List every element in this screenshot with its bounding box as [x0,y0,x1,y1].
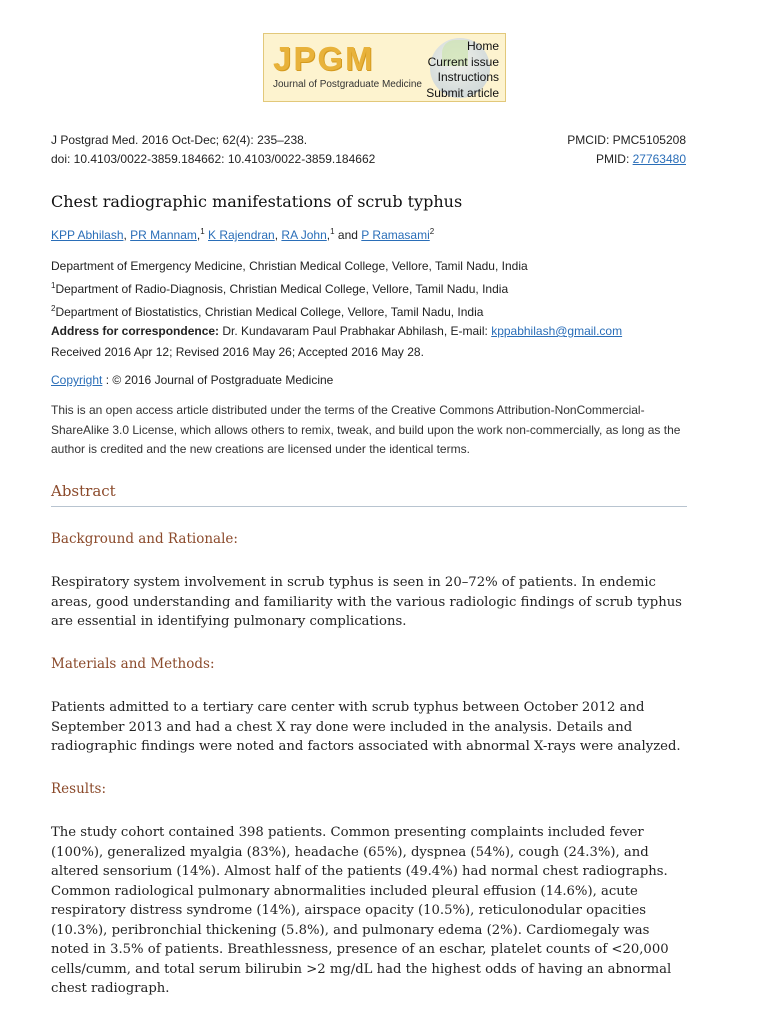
doi-line: doi: 10.4103/0022-3859.184662: 10.4103/0022-3859.184662 [51,152,376,166]
citation-block [51,131,375,169]
affiliation [51,299,701,322]
affiliation [51,276,701,299]
author-link[interactable]: KPP Abhilash [51,228,124,242]
affiliation [51,257,701,276]
pmid-line [567,150,686,169]
article-title: Chest radiographic manifestations of scrub typhus [51,192,463,211]
section-text-background: Respiratory system involvement in scrub typhus is seen in 20–72% of patients. In endemic areas, good understanding and familiarity with the various radiologic findings of scrub typhus are essential in identifying pulmonary complications. [51,575,682,629]
section-heading-results: Results: [51,781,106,797]
author-affiliation-sup: 1 [330,227,335,236]
author-link[interactable]: K Rajendran [208,228,275,242]
identifier-block [567,131,686,169]
journal-citation: J Postgrad Med. 2016 Oct-Dec; 62(4): 235–238. [51,133,308,147]
section-text-results: The study cohort contained 398 patients. Common presenting complaints included fever (100%), generalized myalgia (83%), headache (65%), dyspnea (54%), cough (24.3%), and altered sensorium (14%). Almost half of the patients (49.4%) had normal chest radiographs. Common radiological pulmonary abnormalities included pleural effusion (14.6%), acute respiratory distress syndrome (14%), airspace opacity (10.5%), reticulonodular opacities (10.3%), peribronchial thickening (5.8%), and pulmonary edema (2%). Cardiomegaly was noted in 3.5% of patients. Breathlessness, presence of an eschar, platelet counts of <20,000 cells/cumm, and total serum bilirubin >2 mg/dL had the highest odds of having an abnormal chest radiograph. [51,825,672,996]
author-link[interactable]: PR Mannam [130,228,197,242]
affiliations [51,257,701,341]
author-link[interactable]: RA John [281,228,327,242]
email-link[interactable]: kppabhilash@gmail.com [491,324,623,338]
section-heading-background: Background and Rationale: [51,531,238,547]
abstract-heading: Abstract [51,482,687,507]
nav-instructions[interactable]: Instructions [437,70,499,84]
affiliation-sup: 1 [51,281,56,290]
author-affiliation-sup: 2 [429,227,435,236]
license-text: This is an open access article distributed under the terms of the Creative Commons Attribution-NonCommercial-ShareAlike 3.0 License, which allows others to remix, tweak, and build upon the work non-commercially, as long as the author is credited and the new creations are licensed under the identical terms. [51,403,681,456]
author-link[interactable]: P Ramasami [361,228,430,242]
correspondence-label: Address for correspondence: [51,324,220,338]
correspondence-text: Dr. Kundavaram Paul Prabhakar Abhilash, E-mail: [219,324,492,338]
affiliation-text: Department of Biostatistics, Christian Medical College, Vellore, Tamil Nadu, India [55,305,484,319]
section-heading-methods: Materials and Methods: [51,656,215,672]
journal-logo[interactable]: JPGM [273,40,375,77]
affiliation-sup: 2 [51,304,56,313]
affiliation-text: Department of Emergency Medicine, Christian Medical College, Vellore, Tamil Nadu, India [51,259,528,273]
copyright [51,373,333,387]
received-dates: Received 2016 Apr 12; Revised 2016 May 26; Accepted 2016 May 28. [51,345,424,359]
journal-banner [263,33,506,102]
copyright-text: : © 2016 Journal of Postgraduate Medicine [102,373,334,387]
journal-name: Journal of Postgraduate Medicine [273,79,422,90]
correspondence [51,322,701,341]
pmid-link[interactable]: 27763480 [632,152,686,166]
authors-and: and [337,228,358,242]
nav-home[interactable]: Home [466,39,499,53]
section-text-methods: Patients admitted to a tertiary care center with scrub typhus between October 2012 and September 2013 and had a chest X ray done were included in the analysis. Details and radiographic findings were noted and factors associated with abnormal X-rays were analyzed. [51,700,681,754]
affiliation-text: Department of Radio-Diagnosis, Christian Medical College, Vellore, Tamil Nadu, India [55,282,509,296]
author-affiliation-sup: 1 [200,227,205,236]
nav-submit-article[interactable]: Submit article [426,85,499,100]
journal-nav [426,39,499,101]
pmcid: PMCID: PMC5105208 [567,133,686,147]
pmid-label: PMID: [595,152,633,166]
copyright-link[interactable]: Copyright [51,373,103,387]
author-list: KPP Abhilash, PR Mannam,$^1$ K Rajendran, RA John,$^1$ and P Ramasami$^2$ [51,227,435,242]
nav-current-issue[interactable]: Current issue [427,54,499,69]
